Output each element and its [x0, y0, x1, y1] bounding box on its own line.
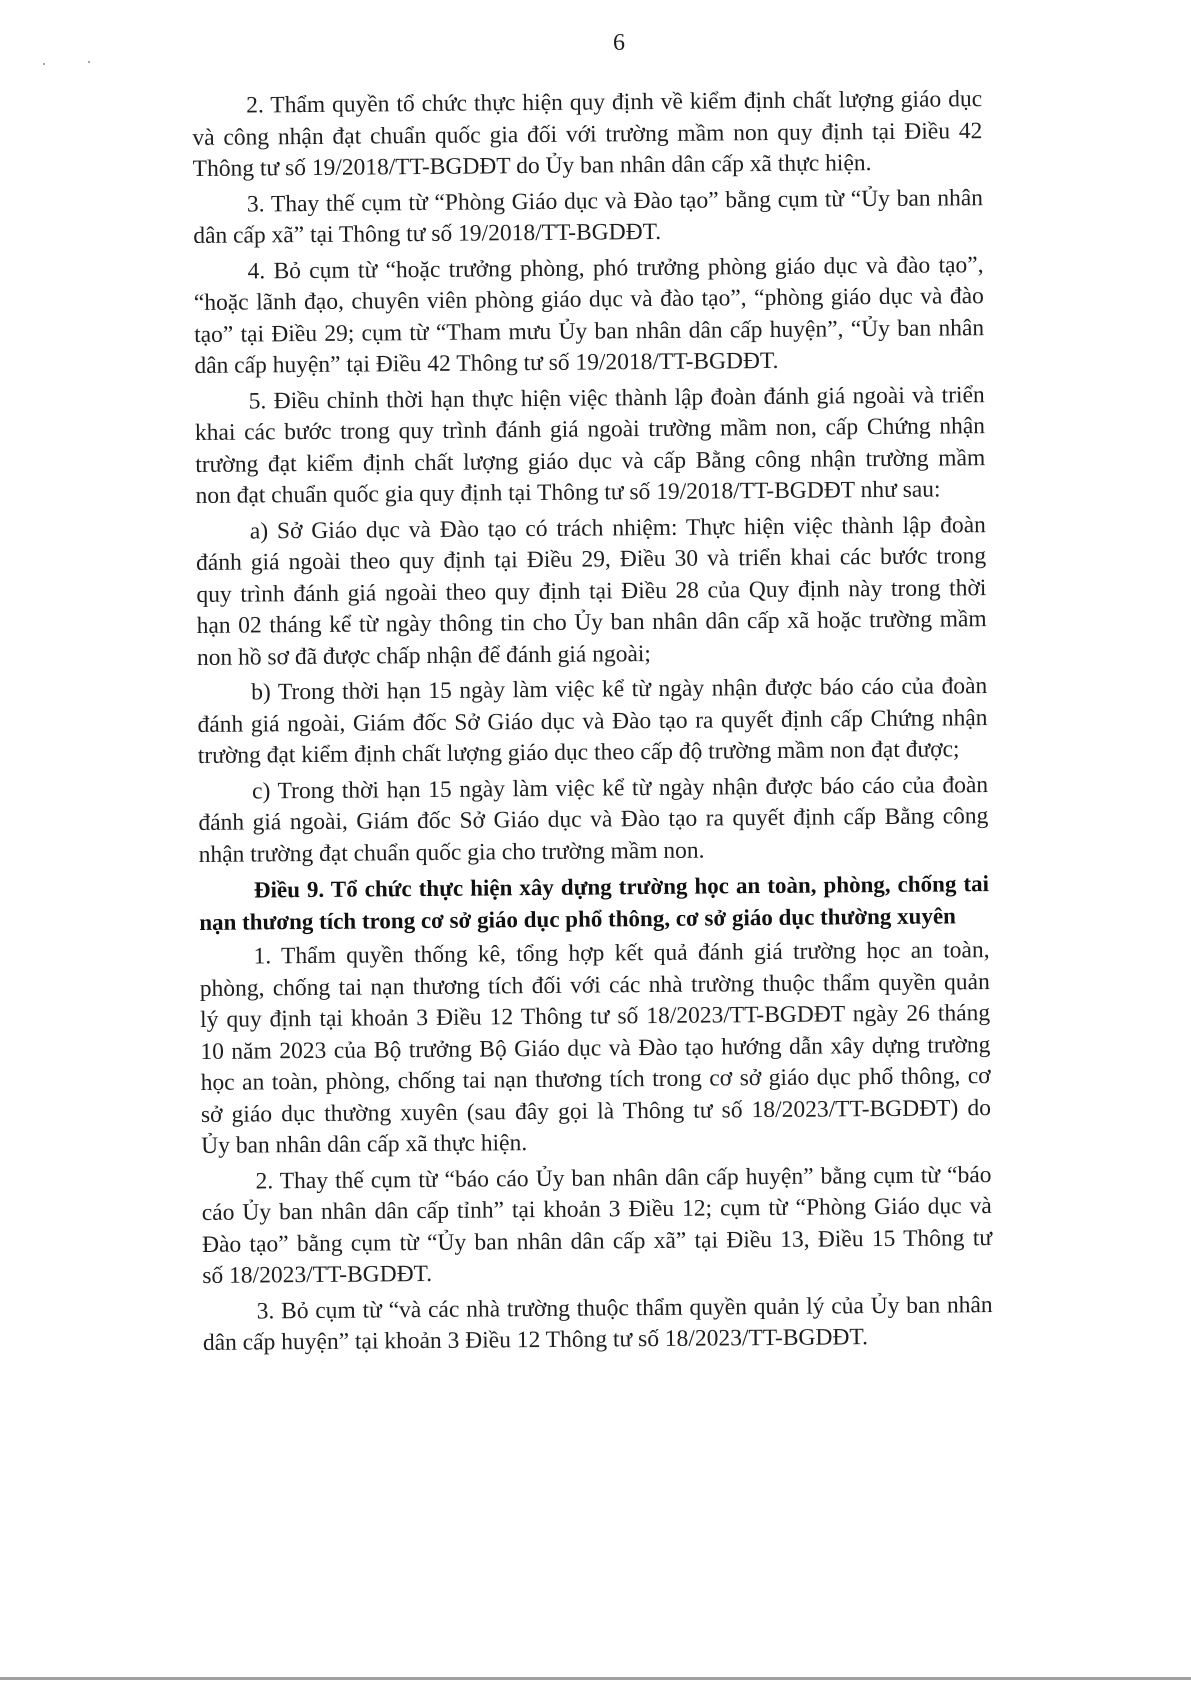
text-line: 1. Thẩm quyền thống kê, tổng hợp kết quả đánh giá trường học an toàn, [253, 937, 990, 970]
text-line: 10 năm 2023 của Bộ trưởng Bộ Giáo dục và Đào tạo hướng dẫn xây dựng trường [200, 1031, 991, 1065]
text-line: và công nhận đạt chuẩn quốc gia đối với trường mầm non quy định tại Điều 42 [192, 117, 983, 151]
paragraph [193, 183, 984, 253]
text-line: 3. Thay thế cụm từ “Phòng Giáo dục và Đào tạo” bằng cụm từ “Ủy ban nhân [246, 184, 984, 218]
paragraph [193, 250, 984, 383]
text-line: khai các bước trong quy trình đánh giá ngoài trường mầm non, cấp Chứng nhận [194, 413, 986, 446]
text-line: số 18/2023/TT-BGDĐT. [202, 1260, 433, 1289]
text-line: trường đạt kiểm định chất lượng giáo dục theo cấp độ trường mầm non đạt được; [197, 736, 960, 769]
text-line: dân cấp xã” tại Thông tư số 19/2018/TT-BGDĐT. [193, 218, 662, 249]
paragraph [203, 1290, 994, 1360]
paragraph [197, 671, 988, 772]
scan-speck [88, 61, 90, 63]
text-line: tạo” tại Điều 29; cụm từ “Tham mưu Ủy ban nhân dân cấp huyện”, “Ủy ban nhân [194, 314, 985, 348]
scan-edge [0, 1677, 1191, 1680]
text-line: đánh giá ngoài, Giám đốc Sở Giáo dục và Đào tạo ra quyết định cấp Chứng nhận [197, 704, 988, 738]
text-line: 4. Bỏ cụm từ “hoặc trưởng phòng, phó trưởng phòng giáo dục và đào tạo”, [247, 251, 984, 285]
text-line: quy trình đánh giá ngoài theo quy định tại Điều 28 của Quy định này trong thời [196, 574, 987, 608]
text-line: đánh giá ngoài, Giám đốc Sở Giáo dục và Đào tạo ra quyết định cấp Bằng công [198, 803, 989, 836]
article-heading [199, 868, 990, 938]
text-line: học an toàn, phòng, chống tai nạn thương tích trong cơ sở giáo dục phổ thông, cơ [200, 1063, 991, 1096]
document-body [192, 84, 993, 1363]
text-line: sở giáo dục thường xuyên (sau đây gọi là Thông tư số 18/2023/TT-BGDĐT) do [200, 1094, 992, 1128]
paragraph [195, 380, 986, 513]
text-line: 2. Thẩm quyền tổ chức thực hiện quy định về kiểm định chất lượng giáo dục [246, 86, 983, 119]
text-line: non hồ sơ đã được chấp nhận để đánh giá ngoài; [196, 640, 651, 671]
text-line: phòng, chống tai nạn thương tích đối với các nhà trường thuộc thẩm quyền quản [199, 968, 990, 1002]
text-line: Ủy ban nhân dân cấp xã thực hiện. [201, 1130, 528, 1159]
text-line: dân cấp huyện” tại Điều 42 Thông tư số 19/2018/TT-BGDĐT. [194, 347, 779, 379]
text-line: Điều 9. Tổ chức thực hiện xây dựng trường học an toàn, phòng, chống tai [253, 871, 990, 903]
page-number: 6 [613, 30, 625, 56]
text-line: Thông tư số 19/2018/TT-BGDĐT do Ủy ban nhân dân cấp xã thực hiện. [192, 150, 872, 182]
paragraph [199, 935, 991, 1162]
text-line: nhận trường đạt chuẩn quốc gia cho trường mầm non. [198, 837, 705, 868]
text-line: c) Trong thời hạn 15 ngày làm việc kể từ ngày nhận được báo cáo của đoàn [251, 771, 989, 805]
paragraph [196, 510, 987, 674]
text-line: trường đạt kiểm định chất lượng giáo dục và cấp Bằng công nhận trường mầm [195, 444, 986, 478]
text-line: 2. Thay thế cụm từ “báo cáo Ủy ban nhân dân cấp huyện” bằng cụm từ “báo [255, 1161, 992, 1194]
text-line: dân cấp huyện” tại khoản 3 Điều 12 Thông tư số 18/2023/TT-BGDĐT. [202, 1324, 868, 1356]
text-line: b) Trong thời hạn 15 ngày làm việc kể từ ngày nhận được báo cáo của đoàn [251, 673, 988, 706]
text-line: non đạt chuẩn quốc gia quy định tại Thông tư số 19/2018/TT-BGDĐT như sau: [195, 476, 941, 509]
text-line: “hoặc lãnh đạo, chuyên viên phòng giáo dục và đào tạo”, “phòng giáo dục và đào [193, 283, 984, 316]
paragraph [198, 770, 989, 871]
scan-speck [43, 63, 45, 65]
text-line: a) Sở Giáo dục và Đào tạo có trách nhiệm: Thực hiện việc thành lập đoàn [249, 511, 986, 545]
text-line: 3. Bỏ cụm từ “và các nhà trường thuộc thẩm quyền quản lý của Ủy ban nhân [256, 1291, 993, 1324]
text-line: 5. Điều chỉnh thời hạn thực hiện việc thành lập đoàn đánh giá ngoài và triển [248, 381, 985, 415]
text-line: hạn 02 tháng kể từ ngày thông tin cho Ủy ban nhân dân cấp xã hoặc trường mầm [196, 606, 987, 639]
paragraph [201, 1160, 992, 1293]
text-line: Đào tạo” bằng cụm từ “Ủy ban nhân dân cấp xã” tại Điều 13, Điều 15 Thông tư [201, 1224, 993, 1258]
paragraph [192, 84, 983, 185]
text-line: đánh giá ngoài theo quy định tại Điều 29, Điều 30 và triển khai các bước trong [196, 543, 987, 576]
text-line: lý quy định tại khoản 3 Điều 12 Thông tư số 18/2023/TT-BGDĐT ngày 26 tháng [199, 1000, 991, 1033]
text-line: cáo Ủy ban nhân dân cấp tỉnh” tại khoản 3 Điều 12; cụm từ “Phòng Giáo dục và [201, 1193, 992, 1226]
text-line: nạn thương tích trong cơ sở giáo dục phổ thông, cơ sở giáo dục thường xuyên [199, 902, 957, 935]
